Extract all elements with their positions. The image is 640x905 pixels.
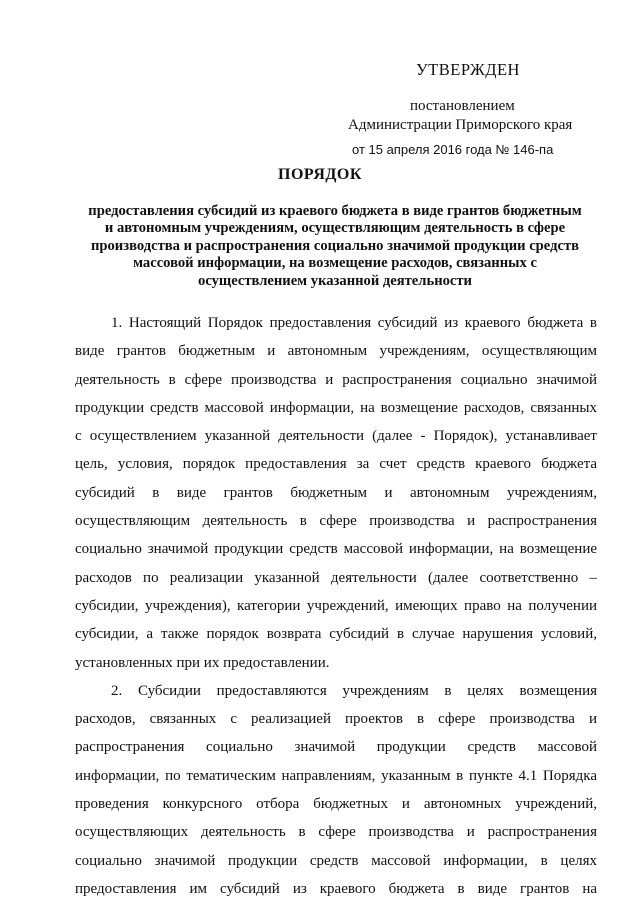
document-title: ПОРЯДОК	[278, 166, 362, 183]
paragraph-2-line: проведения конкурсного отбора бюджетных и автономных учреждений,	[75, 796, 597, 813]
document-body	[75, 309, 597, 903]
approval-line-resolution: постановлением	[410, 98, 515, 114]
paragraph-1-line: деятельность в сфере производства и распространения социально значимой	[75, 371, 597, 388]
paragraph-1-line: субсидии, учреждения), категории учреждений, имеющих право на получении	[75, 597, 597, 614]
subtitle-line: осуществлением указанной деятельности	[198, 272, 472, 289]
paragraph-1-line: с осуществлением указанной деятельности (далее - Порядок), устанавливает	[75, 428, 597, 445]
paragraph-2-line: распространения социально значимой продукции средств массовой	[75, 739, 597, 756]
paragraph-1-line: субсидии, а также порядок возврата субсидий в случае нарушения условий,	[75, 626, 597, 643]
paragraph-1-line: субсидий в виде грантов бюджетным и автономным учреждениям,	[75, 484, 597, 501]
paragraph-2-line: расходов, связанных с реализацией проектов в сфере производства и	[75, 711, 597, 728]
paragraph-1-line: социально значимой продукции средств массовой информации, на возмещение	[75, 541, 597, 558]
approval-line-administration: Администрации Приморского края	[348, 117, 573, 133]
subtitle-line: производства и распространения социально значимой продукции средств	[90, 237, 579, 254]
paragraph-1-line: расходов по реализации указанной деятельности (далее соответственно –	[75, 569, 597, 586]
paragraph-2-line: информации, по тематическим направлениям, указанным в пункте 4.1 Порядка	[75, 767, 597, 784]
subtitle-line: массовой информации, на возмещение расходов, связанных с	[133, 255, 537, 272]
paragraph-2-line: предоставления им субсидий из краевого бюджета в виде грантов на	[75, 880, 597, 897]
paragraph-1-line: цель, условия, порядок предоставления за счет средств краевого бюджета	[75, 456, 597, 473]
approval-heading: УТВЕРЖДЕН	[416, 60, 520, 79]
paragraph-2-line: осуществляющих деятельность в сфере производства и распространения	[75, 824, 597, 841]
subtitle-line: предоставления субсидий из краевого бюджета в виде грантов бюджетным	[88, 203, 582, 219]
paragraph-1-line: осуществляющим деятельность в сфере производства и распространения	[75, 513, 597, 530]
document-subtitle	[70, 203, 600, 290]
approval-line-date-number: от 15 апреля 2016 года № 146-па	[352, 142, 554, 157]
paragraph-2-line: 2. Субсидии предоставляются учреждениям в целях возмещения	[111, 682, 597, 699]
paragraph-1-line: продукции средств массовой информации, на возмещение расходов, связанных	[75, 399, 597, 416]
subtitle-line: и автономным учреждениям, осуществляющим деятельность в сфере	[104, 220, 566, 237]
paragraph-1-line: 1. Настоящий Порядок предоставления субсидий из краевого бюджета в	[111, 315, 597, 331]
paragraph-1-line: виде грантов бюджетным и автономным учреждениям, осуществляющим	[75, 343, 597, 360]
paragraph-1-line: установленных при их предоставлении.	[75, 654, 330, 671]
paragraph-2-line: социально значимой продукции средств массовой информации, в целях	[75, 852, 597, 869]
